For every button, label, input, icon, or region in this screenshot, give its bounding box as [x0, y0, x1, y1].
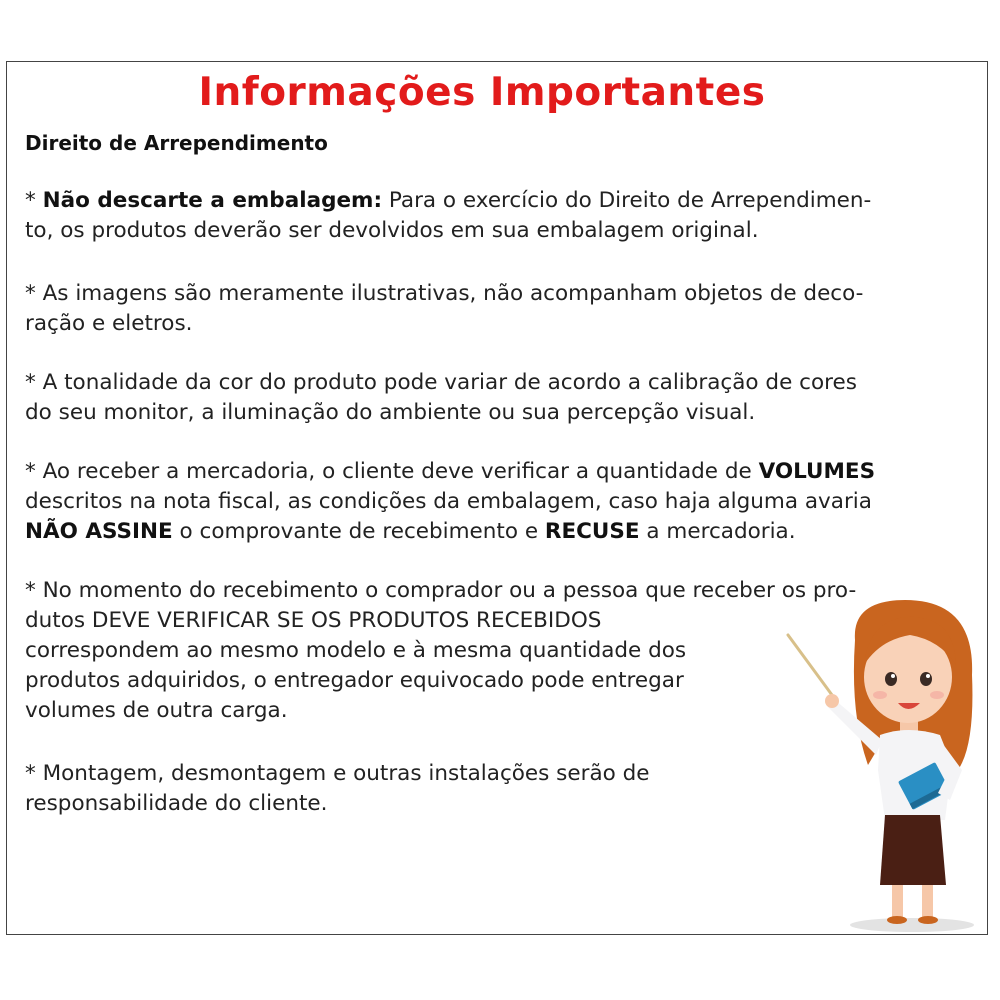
cheek: [873, 691, 887, 699]
right-eye: [920, 672, 932, 686]
notice-images: [25, 279, 863, 339]
hand: [825, 694, 839, 708]
floor-shadow: [850, 918, 974, 932]
eye-highlight: [891, 674, 895, 678]
notice-line: [25, 457, 875, 487]
notice-receiving: [25, 457, 875, 547]
pointer-stick: [788, 635, 832, 695]
text-span: * Ao receber a mercadoria, o cliente deve verificar a quantidade de: [25, 459, 759, 484]
notice-line: * Montagem, desmontagem e outras instalações serão de: [25, 761, 650, 786]
notice-color: [25, 368, 857, 428]
left-eye: [885, 672, 897, 686]
notice-line: responsabilidade do cliente.: [25, 791, 328, 816]
skirt: [880, 815, 946, 885]
notice-line: * As imagens são meramente ilustrativas, não acompanham objetos de deco-: [25, 281, 864, 306]
bold-text: Não descarte a embalagem:: [42, 188, 383, 213]
notice-line: * A tonalidade da cor do produto pode variar de acordo a calibração de cores: [25, 370, 857, 395]
text-span: a mercadoria.: [639, 519, 796, 544]
bold-text: RECUSE: [544, 519, 640, 544]
teacher-illustration: [780, 595, 985, 940]
right-shoe: [918, 916, 938, 924]
notice-packaging: [25, 186, 871, 246]
text-span: o comprovante de recebimento e: [172, 519, 545, 544]
notice-line: descritos na nota fiscal, as condições da embalagem, caso haja alguma avaria: [25, 489, 872, 514]
left-shoe: [887, 916, 907, 924]
notice-line: [25, 517, 875, 547]
right-leg: [922, 885, 933, 919]
notice-line: do seu monitor, a iluminação do ambiente ou sua percepção visual.: [25, 400, 756, 425]
notice-line: ração e eletros.: [25, 311, 193, 336]
left-leg: [892, 885, 903, 919]
notice-line: * No momento do recebimento o comprador ou a pessoa que receber os pro-: [25, 578, 857, 603]
section-heading: Direito de Arrependimento: [25, 131, 328, 155]
notice-line: volumes de outra carga.: [25, 698, 288, 723]
notice-line: dutos DEVE VERIFICAR SE OS PRODUTOS RECEBIDOS: [25, 608, 602, 633]
cheek: [930, 691, 944, 699]
bold-text: NÃO ASSINE: [25, 519, 173, 544]
notice-line: to, os produtos deverão ser devolvidos em sua embalagem original.: [25, 218, 759, 243]
page-title: Informações Importantes: [198, 70, 766, 115]
eye-highlight: [926, 674, 930, 678]
notice-line: correspondem ao mesmo modelo e à mesma quantidade dos: [25, 638, 687, 663]
notice-line: produtos adquiridos, o entregador equivocado pode entregar: [25, 668, 684, 693]
text-span: Para o exercício do Direito de Arrependimen-: [382, 188, 872, 213]
notice-assembly: [25, 759, 650, 819]
text-span: *: [25, 188, 43, 213]
notice-verification: [25, 576, 856, 726]
notice-line: [25, 186, 871, 216]
bold-text: VOLUMES: [758, 459, 876, 484]
